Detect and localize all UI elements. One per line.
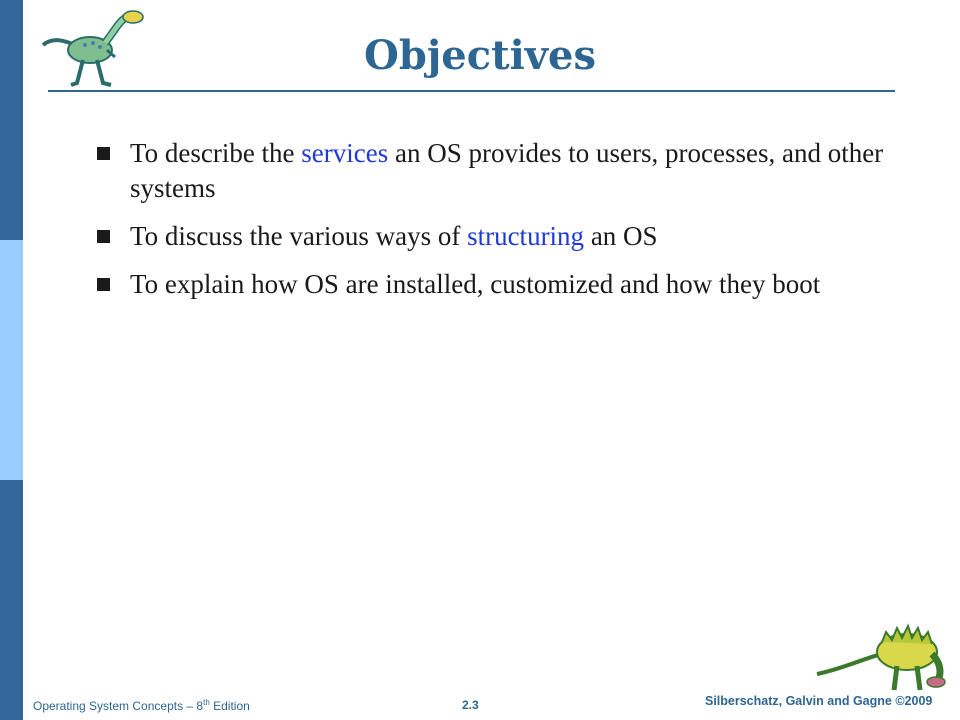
- highlight-structuring: structuring: [467, 221, 585, 251]
- square-bullet-icon: [97, 230, 110, 243]
- highlight-services: services: [301, 138, 389, 168]
- footer-book-title: [33, 698, 250, 713]
- sidebar-stripe-middle: [0, 240, 23, 480]
- bullet-item-services: [97, 136, 907, 206]
- footer-book-prefix: Operating System Concepts – 8: [33, 699, 204, 713]
- footer-page-number: 2.3: [462, 698, 479, 712]
- footer-book-suffix: Edition: [209, 699, 250, 713]
- title-divider: [48, 90, 895, 92]
- bullet-item-structuring: [97, 219, 907, 254]
- footer-copyright: Silberschatz, Galvin and Gagne ©2009: [705, 694, 933, 708]
- square-bullet-icon: [97, 278, 110, 291]
- bullet-text-after: an OS: [584, 221, 658, 251]
- square-bullet-icon: [97, 147, 110, 160]
- slide-title: Objectives: [364, 32, 596, 79]
- dinosaur-bottom-icon: [812, 614, 952, 694]
- bullet-text-before: To describe the: [130, 138, 302, 168]
- sidebar-stripe-bottom: [0, 480, 23, 720]
- objectives-list: [97, 136, 907, 315]
- bullet-text-after: an OS provides to users, processes, and other systems: [130, 138, 884, 203]
- bullet-text-before: To discuss the various ways of: [130, 221, 468, 251]
- bullet-item-boot: [97, 267, 907, 302]
- footer-book-superscript: th: [203, 698, 210, 707]
- bullet-text: To explain how OS are installed, customized and how they boot: [130, 269, 821, 299]
